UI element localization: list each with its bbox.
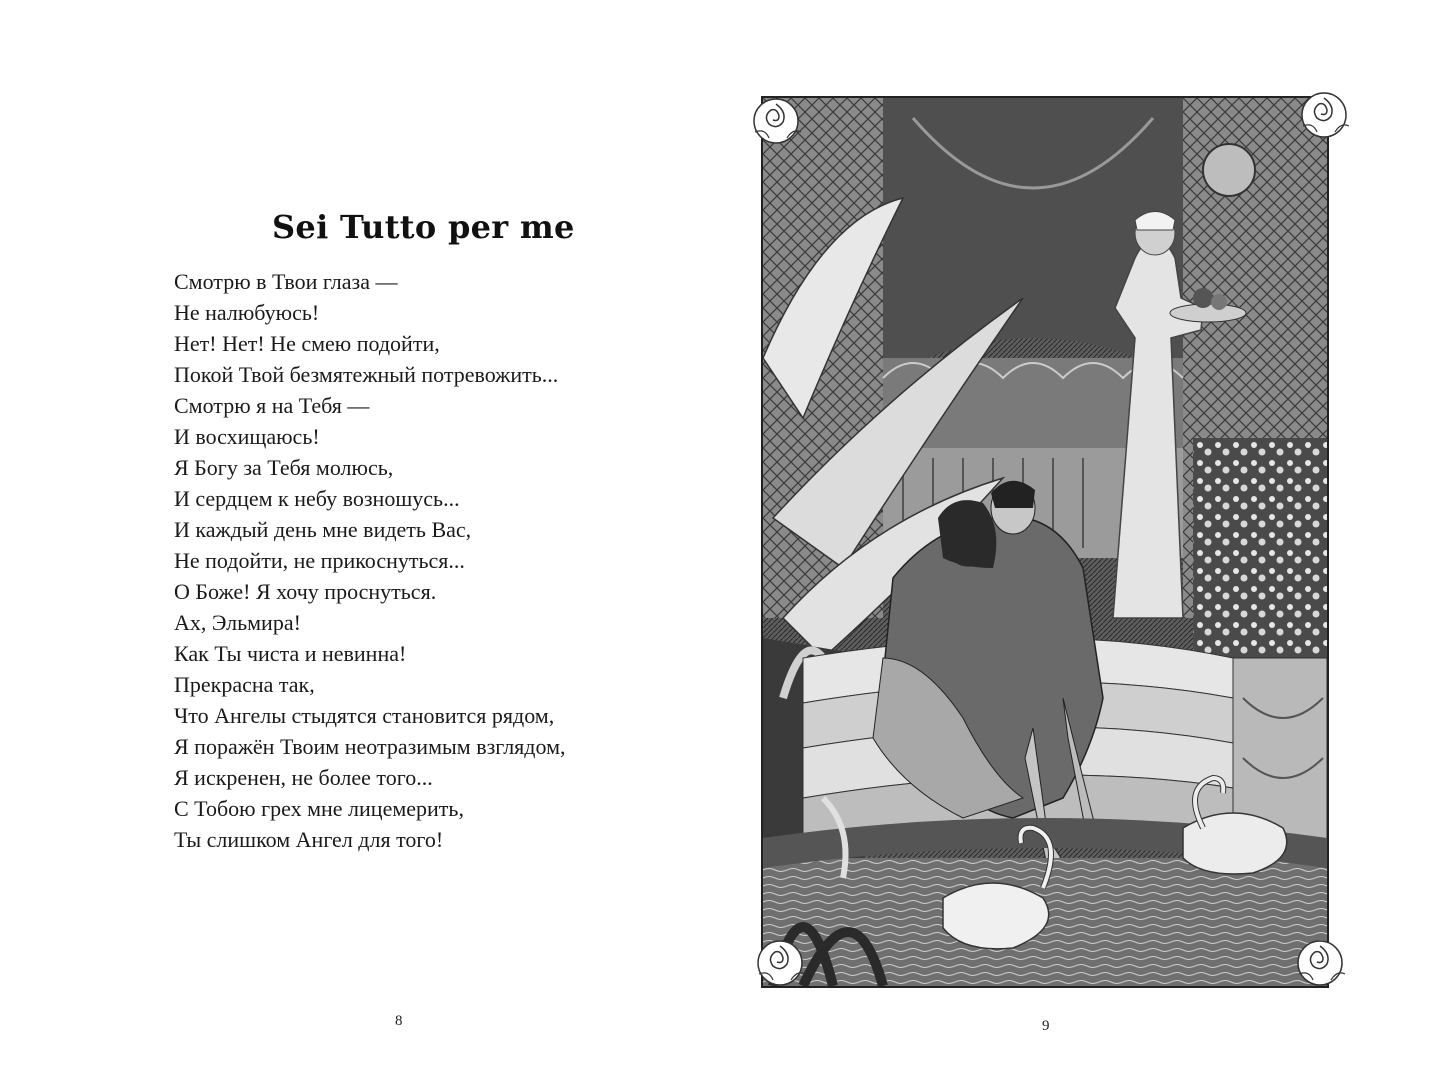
poem-line: Нет! Нет! Не смею подойти, [174,331,440,356]
page-number: 9 [1042,1018,1050,1034]
right-page [717,0,1434,1080]
poem-line: О Боже! Я хочу проснуться. [174,579,437,604]
poem-line: И каждый день мне видеть Вас, [174,517,472,542]
poem-line: Прекрасна так, [174,672,315,697]
rose-icon [1291,934,1349,992]
rose-icon [1295,86,1353,144]
poem-line: С Тобою грех мне лицемерить, [174,796,464,821]
poem-line: Покой Твой безмятежный потревожить... [174,362,559,387]
poem-line: Ты слишком Ангел для того! [174,827,444,852]
poem-line: Не налюбуюсь! [174,300,320,325]
page-number: 8 [395,1013,403,1029]
poem-line: Как Ты чиста и невинна! [174,641,407,666]
poem-line: Не подойти, не прикоснуться... [174,548,465,573]
poem-line: Смотрю я на Тебя — [174,393,370,418]
engraving-illustration [761,96,1329,988]
poem-line: И восхищаюсь! [174,424,320,449]
poem-line: Я поражён Твоим неотразимым взглядом, [174,734,566,759]
engraving-scene [763,98,1327,986]
rose-icon [747,92,805,150]
poem-line: Смотрю в Твои глаза — [174,269,398,294]
rose-icon [751,934,809,992]
poem-text [174,266,566,855]
poem-line: Я Богу за Тебя молюсь, [174,455,394,480]
poem-line: Ах, Эльмира! [174,610,301,635]
poem-title: Sei Tutto per me [272,208,575,246]
poem-line: Что Ангелы стыдятся становится рядом, [174,703,555,728]
poem-line: И сердцем к небу возношусь... [174,486,460,511]
poem-line: Я искренен, не более того... [174,765,433,790]
